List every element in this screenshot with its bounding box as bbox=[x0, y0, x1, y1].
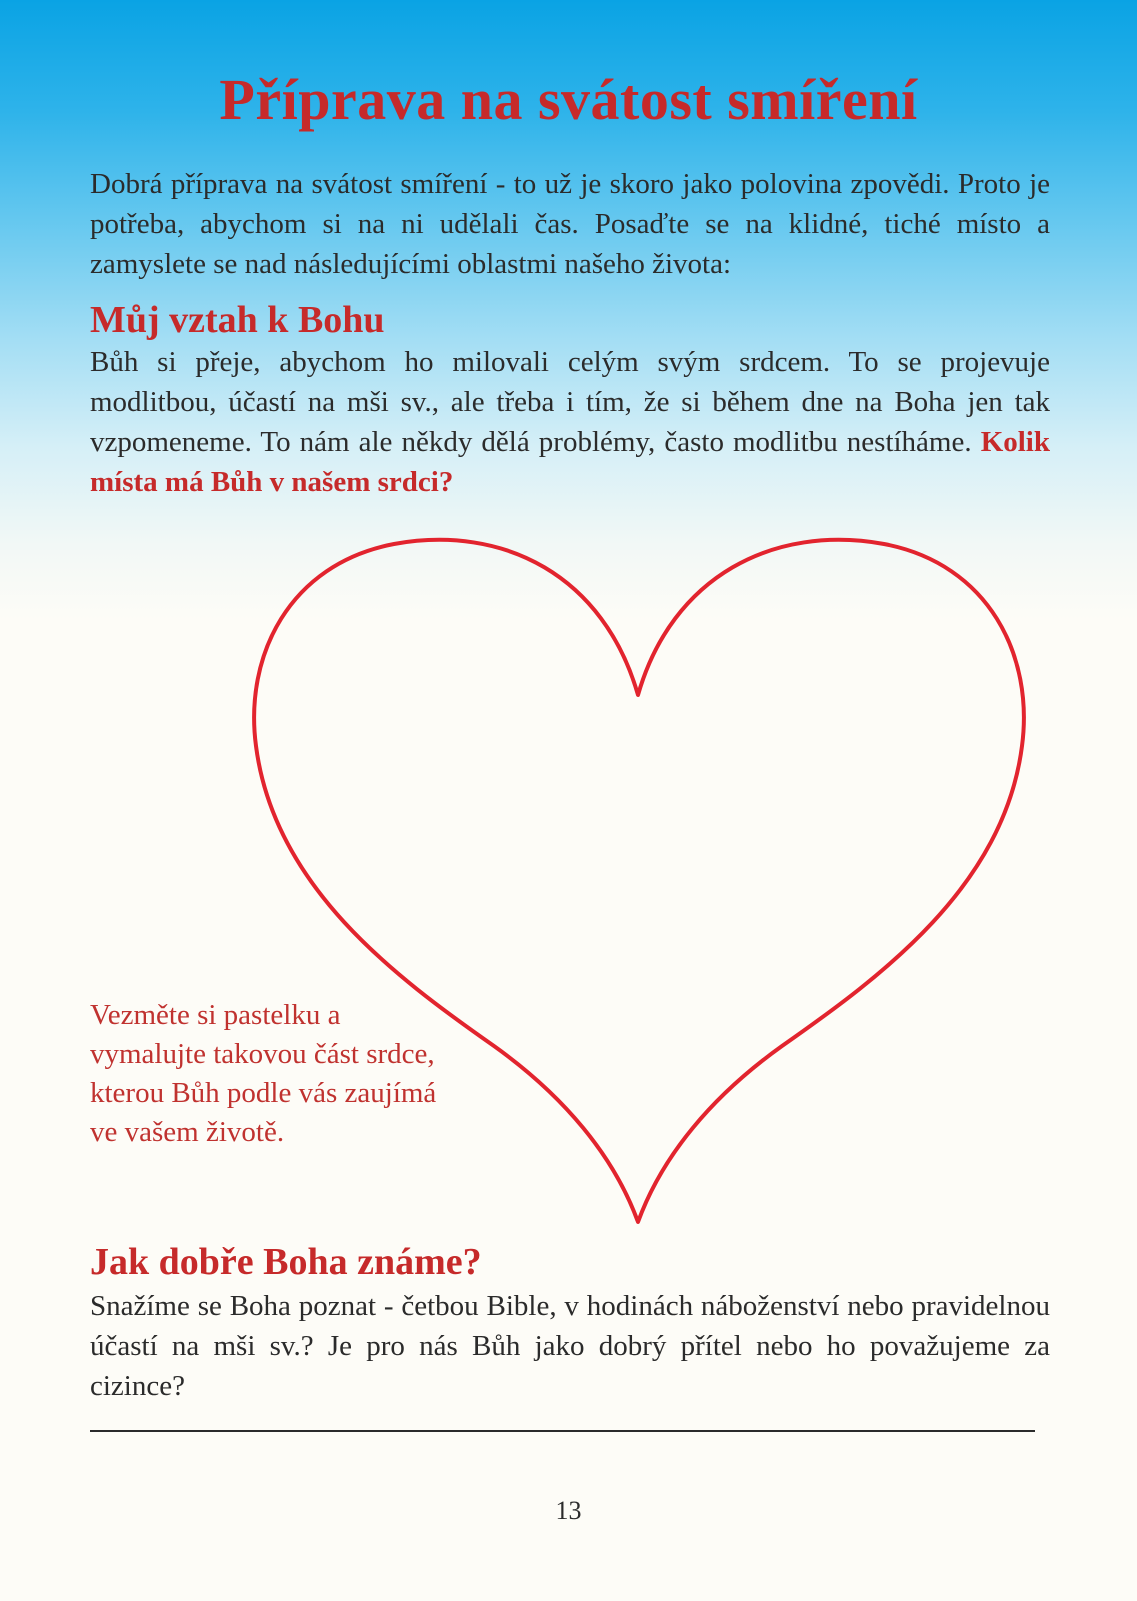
section-heading-relationship: Můj vztah k Bohu bbox=[90, 299, 385, 341]
section-heading-knowledge: Jak dobře Boha známe? bbox=[90, 1241, 482, 1283]
relationship-question: Kolik místa má Bůh v našem srdci? bbox=[90, 426, 1050, 498]
coloring-instruction: Vezměte si pastelku a vymalujte takovou část srdce, kterou Bůh podle vás zaujímá ve vašem životě. bbox=[90, 999, 437, 1148]
answer-line[interactable] bbox=[90, 1430, 1035, 1432]
relationship-paragraph bbox=[90, 342, 1050, 502]
relationship-text: Bůh si přeje, abychom ho milovali celým svým srdcem. To se projevuje modlitbou, účastí na mši sv., ale třeba i tím, že si během dne na Boha jen tak vzpomeneme. To nám ale někdy dělá problémy, často modlitbu nestíháme. bbox=[90, 346, 1050, 458]
page-title: Příprava na svátost smíření bbox=[219, 67, 918, 132]
page-number: 13 bbox=[555, 1496, 582, 1525]
knowledge-paragraph: Snažíme se Boha poznat - četbou Bible, v hodinách náboženství nebo pravidelnou účastí na mši sv.? Je pro nás Bůh jako dobrý přítel nebo ho považujeme za cizince? bbox=[90, 1290, 1050, 1402]
intro-paragraph: Dobrá příprava na svátost smíření - to už je skoro jako polovina zpovědi. Proto je potřeba, abychom si na ni udělali čas. Posaďte se na klidné, tiché místo a zamyslete se nad následujícími oblastmi našeho života: bbox=[90, 168, 1050, 280]
